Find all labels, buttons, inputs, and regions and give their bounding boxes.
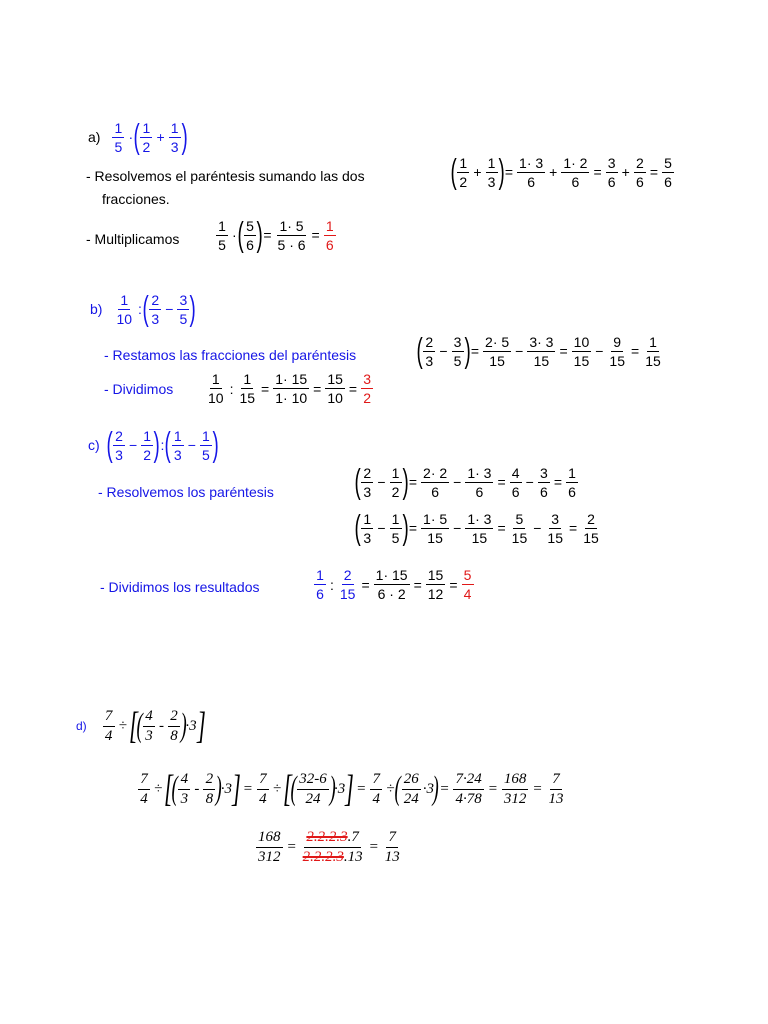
equation-b2: $\frac{1}{10}$ : $\frac{1}{15}$ = $\frac{1\cdot 15}{1\cdot 10}$ = $\frac{15}{10}$ = $\frac{3}{2}$: [204, 372, 375, 405]
fraction: $\frac{1}{5}$: [390, 512, 402, 545]
fraction: $\frac{2}{3}$: [149, 293, 161, 326]
step-c2-text: - Dividimos los resultados: [100, 579, 260, 595]
fraction: $\frac{1}{2}$: [141, 429, 153, 462]
fraction: $\frac{10}{15}$: [573, 333, 590, 369]
equation-c2: ( $\frac{1}{3}$ − $\frac{1}{5}$ ) = $\frac{1\cdot 5}{15}$ − $\frac{1\cdot 3}{15}$ = $\frac{5}{15}$ − $\frac{3}{15}$ = $\frac{2}{15}$: [354, 509, 599, 547]
fraction-result: $\frac{3}{2}$: [361, 372, 373, 405]
equation-b1: ( $\frac{2}{3}$ − $\frac{3}{5}$ ) = $\frac{2\cdot 5}{15}$ − $\frac{3\cdot 3}{15}$ = $\frac{10}{15}$ − $\frac{9}{15}$ = $\frac{1}{15}$: [416, 332, 661, 370]
fraction: $\frac{1\cdot 5}{15}$: [423, 510, 448, 546]
fraction: $\frac{7}{13}$: [384, 829, 400, 865]
label-c: c): [88, 437, 100, 453]
fraction: $\frac{3\cdot 3}{15}$: [529, 333, 554, 369]
problem-d: d) $\frac{7}{4}$ ÷ [ ( $\frac{4}{3}$ - $\frac{2}{8}$ ) ·3 ]: [76, 705, 206, 747]
fraction: $\frac{3}{15}$: [547, 510, 563, 546]
fraction-result: $\frac{5}{4}$: [462, 568, 474, 601]
fraction: $\frac{15}{12}$: [427, 567, 444, 602]
problem-b: b) $\frac{1}{10}$ : ( $\frac{2}{3}$ − $\frac{3}{5}$ ): [90, 290, 197, 328]
fraction: $\frac{4}{3}$: [143, 709, 155, 744]
equation-d1: $\frac{7}{4}$ ÷ [ ( $\frac{4}{3}$ - $\frac{2}{8}$ ) ·3 ] = $\frac{7}{4}$ ÷ [ ( $\frac{32-6}{24}$ ) ·3 ] = $\frac{7}{4}$ ÷ ( $\frac{26}{24}$ ·3 ) = $\frac{7\cdot 24}{4\cdot 78}$ = $\frac{168}{312}$ = $\frac{7}{13}$: [136, 770, 567, 808]
fraction: $\frac{32-6}{24}$: [299, 770, 327, 807]
fraction: $\frac{1}{5}$: [216, 219, 228, 252]
fraction-result: $\frac{1}{6}$: [324, 219, 336, 252]
fraction: $\frac{7}{4}$: [138, 772, 150, 807]
fraction: $\frac{1\cdot 3}{6}$: [519, 154, 544, 190]
fraction: $\frac{3}{5}$: [452, 335, 464, 368]
fraction-cancelled: $\frac{2.2.2.3.7}{2.2.2.3.13}$: [302, 829, 363, 865]
fraction: $\frac{1}{2}$: [140, 121, 152, 154]
fraction: $\frac{1}{6}$: [314, 568, 326, 601]
fraction: $\frac{1\cdot 15}{1\cdot 10}$: [275, 371, 308, 406]
step-b1-text: - Restamos las fracciones del paréntesis: [104, 347, 357, 363]
fraction: $\frac{5}{15}$: [511, 510, 528, 546]
problem-a: a) $\frac{1}{5}$ · ( $\frac{1}{2}$ + $\frac{1}{3}$ ): [88, 118, 188, 156]
fraction: $\frac{1}{2}$: [390, 466, 402, 499]
equation-d2: $\frac{168}{312}$ = $\frac{2.2.2.3.7}{2.2.2.3.13}$ = $\frac{7}{13}$: [258, 829, 400, 865]
fraction: $\frac{1\cdot 2}{6}$: [563, 154, 588, 190]
fraction: $\frac{1}{3}$: [172, 429, 184, 462]
label-b: b): [90, 301, 103, 317]
fraction: $\frac{168}{312}$: [503, 770, 527, 807]
fraction: $\frac{1\cdot 3}{15}$: [467, 510, 492, 546]
fraction: $\frac{1}{5}$: [112, 121, 124, 154]
fraction: $\frac{1}{3}$: [361, 512, 373, 545]
equation-c3: $\frac{1}{6}$ : $\frac{2}{15}$ = $\frac{1\cdot 15}{6 \cdot 2}$ = $\frac{15}{12}$ = $\frac{5}{4}$: [312, 568, 476, 601]
fraction: $\frac{2}{8}$: [203, 772, 215, 807]
fraction: $\frac{2}{3}$: [423, 335, 435, 368]
fraction: $\frac{1}{15}$: [645, 333, 661, 369]
fraction: $\frac{1}{3}$: [169, 121, 181, 154]
step-a1-text2: fracciones.: [102, 191, 170, 207]
fraction: $\frac{7}{13}$: [548, 770, 564, 807]
step-b2-text: - Dividimos: [104, 381, 174, 397]
fraction: $\frac{5}{6}$: [662, 156, 674, 189]
fraction: $\frac{3}{6}$: [606, 156, 618, 189]
fraction: $\frac{1}{2}$: [457, 156, 469, 189]
cancelled-factors: 2.2.2.3: [306, 829, 348, 845]
fraction: $\frac{2}{3}$: [361, 466, 373, 499]
label-a: a): [88, 129, 101, 145]
fraction: $\frac{1}{10}$: [116, 291, 133, 327]
fraction: $\frac{2}{15}$: [339, 567, 356, 602]
label-d: d): [76, 719, 87, 733]
fraction: $\frac{3}{6}$: [538, 466, 550, 499]
step-a2-text: - Multiplicamos: [86, 231, 180, 247]
fraction: $\frac{7}{4}$: [257, 772, 269, 807]
fraction: $\frac{2}{8}$: [168, 709, 180, 744]
fraction: $\frac{5}{6}$: [244, 219, 256, 252]
fraction: $\frac{168}{312}$: [258, 829, 281, 865]
fraction: $\frac{3}{5}$: [177, 293, 189, 326]
fraction: $\frac{26}{24}$: [403, 770, 419, 807]
equation-a2: $\frac{1}{5}$ · ( $\frac{5}{6}$ ) = $\frac{1\cdot 5}{5 \cdot 6}$ = $\frac{1}{6}$: [214, 218, 338, 252]
fraction: $\frac{9}{15}$: [609, 333, 625, 369]
fraction: $\frac{7}{4}$: [103, 709, 115, 744]
fraction: $\frac{7}{4}$: [370, 772, 382, 807]
fraction: $\frac{15}{10}$: [327, 371, 343, 406]
step-c1-text: - Resolvemos los paréntesis: [98, 484, 274, 500]
fraction: $\frac{2\cdot 2}{6}$: [423, 464, 448, 500]
fraction: $\frac{4}{3}$: [178, 772, 190, 807]
fraction: $\frac{2}{3}$: [113, 429, 125, 462]
fraction: $\frac{7\cdot 24}{4\cdot 78}$: [455, 770, 482, 807]
step-a1-text: - Resolvemos el paréntesis sumando las dos: [86, 168, 365, 184]
fraction: $\frac{2\cdot 5}{15}$: [485, 333, 510, 369]
fraction: $\frac{2}{15}$: [583, 510, 599, 546]
fraction: $\frac{1\cdot 3}{6}$: [467, 464, 492, 500]
problem-c: c) ( $\frac{2}{3}$ − $\frac{1}{2}$ ) : ( $\frac{1}{3}$ − $\frac{1}{5}$ ): [88, 426, 219, 464]
fraction: $\frac{1}{6}$: [566, 466, 578, 499]
fraction: $\frac{4}{6}$: [510, 466, 522, 499]
fraction: $\frac{1}{10}$: [208, 371, 224, 406]
fraction: $\frac{1\cdot 5}{5 \cdot 6}$: [277, 217, 306, 253]
cancelled-factors: 2.2.2.3: [302, 849, 344, 865]
fraction: $\frac{1}{15}$: [239, 371, 256, 406]
equation-a1: ( $\frac{1}{2}$ + $\frac{1}{3}$ ) = $\frac{1\cdot 3}{6}$ + $\frac{1\cdot 2}{6}$ = $\frac{3}{6}$ + $\frac{2}{6}$ = $\frac{5}{6}$: [452, 155, 676, 189]
fraction: $\frac{1\cdot 15}{6 \cdot 2}$: [375, 567, 408, 602]
fraction: $\frac{2}{6}$: [634, 156, 646, 189]
fraction: $\frac{1}{5}$: [200, 429, 212, 462]
equation-c1: ( $\frac{2}{3}$ − $\frac{1}{2}$ ) = $\frac{2\cdot 2}{6}$ − $\frac{1\cdot 3}{6}$ = $\frac{4}{6}$ − $\frac{3}{6}$ = $\frac{1}{6}$: [356, 465, 580, 499]
fraction: $\frac{1}{3}$: [486, 156, 498, 189]
